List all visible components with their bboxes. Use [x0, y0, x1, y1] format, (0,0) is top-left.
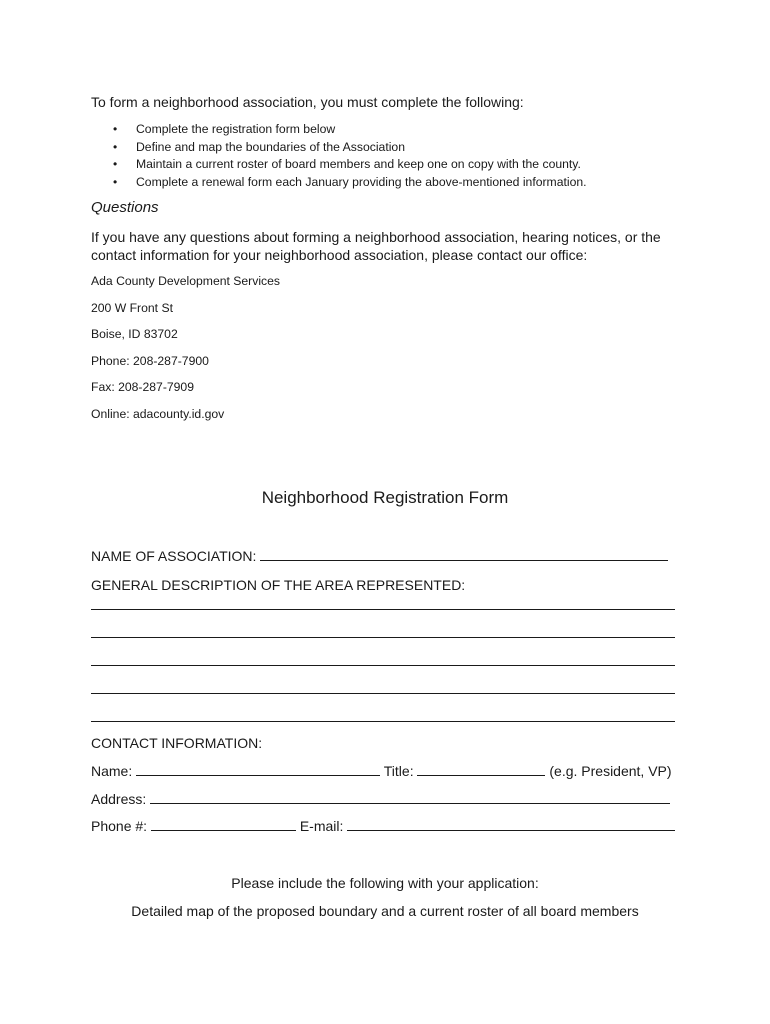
include-note: Please include the following with your application: — [231, 875, 539, 891]
office-name: Ada County Development Services — [91, 274, 281, 288]
association-name-row — [91, 548, 668, 564]
office-phone: Phone: 208-287-7900 — [91, 353, 209, 368]
association-name-field[interactable] — [260, 548, 668, 561]
area-description-line-5[interactable] — [91, 721, 675, 722]
office-street: 200 W Front St — [91, 300, 173, 315]
phone-field[interactable] — [151, 818, 296, 831]
form-title: Neighborhood Registration Form — [261, 488, 509, 507]
email-field[interactable] — [347, 818, 675, 831]
person-name-label: Name: — [91, 763, 133, 779]
address-label: Address: — [91, 791, 147, 807]
requirements-list — [91, 121, 587, 191]
contact-block — [91, 273, 280, 432]
list-item: • Define and map the boundaries of the Association — [91, 139, 587, 157]
area-description-line-4[interactable] — [91, 693, 675, 694]
area-description-line-2[interactable] — [91, 637, 675, 638]
list-item: • Complete the registration form below — [91, 121, 587, 139]
list-item: • Maintain a current roster of board members and keep one on copy with the county. — [91, 156, 587, 174]
association-name-label: NAME OF ASSOCIATION: — [91, 548, 257, 564]
office-fax: Fax: 208-287-7909 — [91, 380, 194, 394]
intro-text: To form a neighborhood association, you must complete the following: — [91, 94, 524, 110]
email-label: E-mail: — [299, 818, 344, 834]
office-website: Online: adacounty.id.gov — [91, 406, 225, 421]
area-description-label: GENERAL DESCRIPTION OF THE AREA REPRESENTED: — [91, 577, 466, 593]
questions-heading: Questions — [91, 199, 159, 216]
list-item: • Complete a renewal form each January providing the above-mentioned information. — [91, 174, 587, 192]
title-hint: (e.g. President, VP) — [549, 763, 672, 779]
phone-label: Phone #: — [91, 818, 148, 834]
phone-email-row — [91, 818, 675, 834]
title-label: Title: — [383, 763, 414, 779]
person-name-field[interactable] — [136, 763, 380, 776]
title-field[interactable] — [417, 763, 545, 776]
address-row — [91, 791, 670, 807]
contact-name-row — [91, 763, 672, 779]
area-description-line-3[interactable] — [91, 665, 675, 666]
address-field[interactable] — [150, 791, 670, 804]
include-items: Detailed map of the proposed boundary and a current roster of all board members — [131, 903, 639, 919]
area-description-line-1[interactable] — [91, 609, 675, 610]
contact-info-label: CONTACT INFORMATION: — [91, 735, 263, 751]
office-city: Boise, ID 83702 — [91, 327, 178, 341]
questions-paragraph: If you have any questions about forming a neighborhood association, hearing notices, or the contact information for your neighborhood association, please contact our office: — [91, 229, 661, 263]
